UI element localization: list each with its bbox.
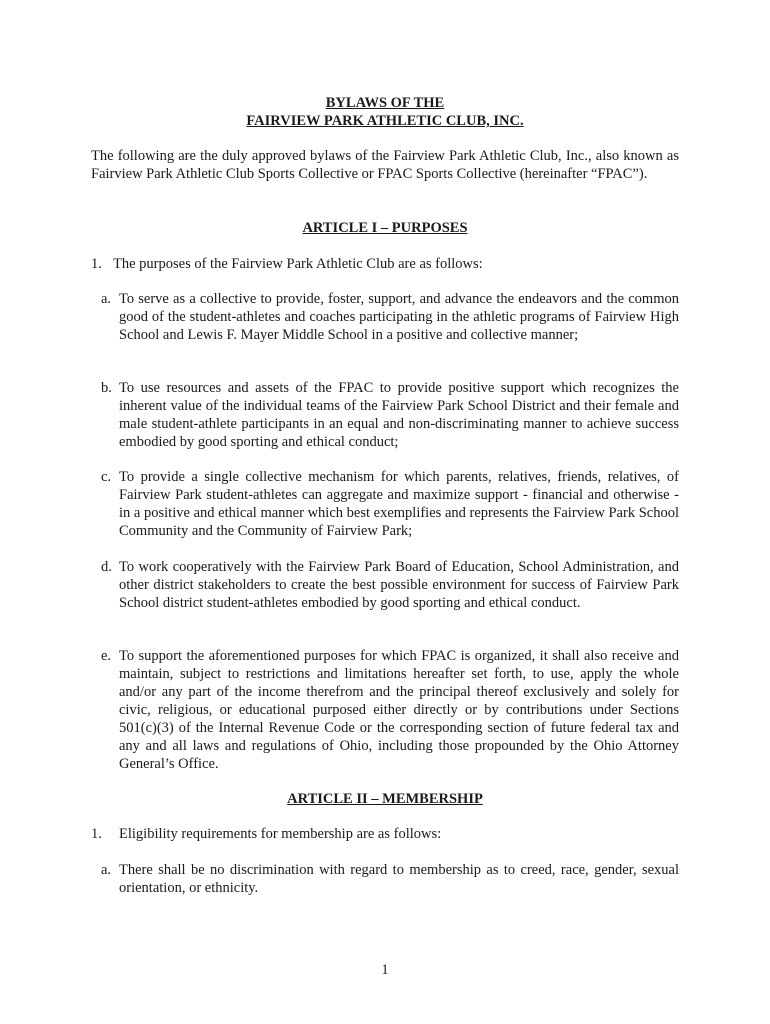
item-number: 1. — [91, 826, 102, 842]
article-1-heading: ARTICLE I – PURPOSES — [302, 220, 468, 236]
article-1-subitem-b — [101, 379, 679, 451]
article-2-item-1 — [91, 825, 679, 843]
article-2-subitem-a — [101, 861, 679, 897]
article-2-heading: ARTICLE II – MEMBERSHIP — [287, 791, 483, 807]
subitem-letter: b. — [101, 380, 112, 396]
item-text: The purposes of the Fairview Park Athletic Club are as follows: — [113, 256, 483, 272]
article-1-subitem-a — [101, 290, 679, 344]
item-number: 1. — [91, 256, 102, 272]
subitem-text: To use resources and assets of the FPAC to provide positive support which recognizes the inherent value of the individual teams of the Fairview Park School District and their female and male student-athlete participants in an equal and non-discriminating manner to achieve success embodied by good sporting and ethical conduct; — [119, 380, 679, 450]
subitem-text: There shall be no discrimination with regard to membership as to creed, race, gender, sexual orientation, or ethnicity. — [119, 862, 679, 896]
subitem-letter: a. — [101, 862, 112, 878]
subitem-letter: a. — [101, 291, 112, 307]
item-text: Eligibility requirements for membership are as follows: — [119, 826, 442, 842]
article-1-subitem-e — [101, 647, 679, 773]
subitem-text: To provide a single collective mechanism for which parents, relatives, friends, relatives, of Fairview Park student-athletes can aggregate and maximize support - financial and otherwise - in a positive and ethical manner which best exemplifies and represents the Fairview Park School Community and the Community of Fairview Park; — [119, 469, 679, 539]
subitem-text: To serve as a collective to provide, foster, support, and advance the endeavors and the common good of the student-athletes and coaches participating in the athletic programs of Fairview High School and Lewis F. Mayer Middle School in a positive and collective manner; — [119, 291, 679, 343]
title-line-2: FAIRVIEW PARK ATHLETIC CLUB, INC. — [246, 113, 524, 129]
title-line-1: BYLAWS OF THE — [325, 95, 445, 111]
subitem-text: To work cooperatively with the Fairview Park Board of Education, School Administration, and other district stakeholders to create the best possible environment for success of Fairview Park School district student-athletes embodied by good sporting and ethical conduct. — [119, 559, 679, 611]
article-1-subitem-d — [101, 558, 679, 612]
subitem-letter: d. — [101, 559, 112, 575]
intro-paragraph: The following are the duly approved bylaws of the Fairview Park Athletic Club, Inc., also known as Fairview Park Athletic Club Sports Collective or FPAC Sports Collective (hereinafter “FPAC”). — [91, 148, 679, 182]
subitem-letter: c. — [101, 469, 112, 485]
page-number: 1 — [381, 962, 389, 978]
article-1-item-1 — [91, 255, 679, 273]
document-title — [0, 94, 770, 130]
article-1-subitem-c — [101, 468, 679, 540]
subitem-letter: e. — [101, 648, 112, 664]
subitem-text: To support the aforementioned purposes for which FPAC is organized, it shall also receive and maintain, subject to restrictions and limitations hereafter set forth, to use, apply the whole and/or any part of the income therefrom and the principal thereof exclusively and solely for civic, religious, or educational purposed either directly or by contributions under Sections 501(c)(3) of the Internal Revenue Code or the corresponding section of future federal tax and any and all laws and regulations of Ohio, including those propounded by the Ohio Attorney General’s Office. — [119, 648, 679, 772]
